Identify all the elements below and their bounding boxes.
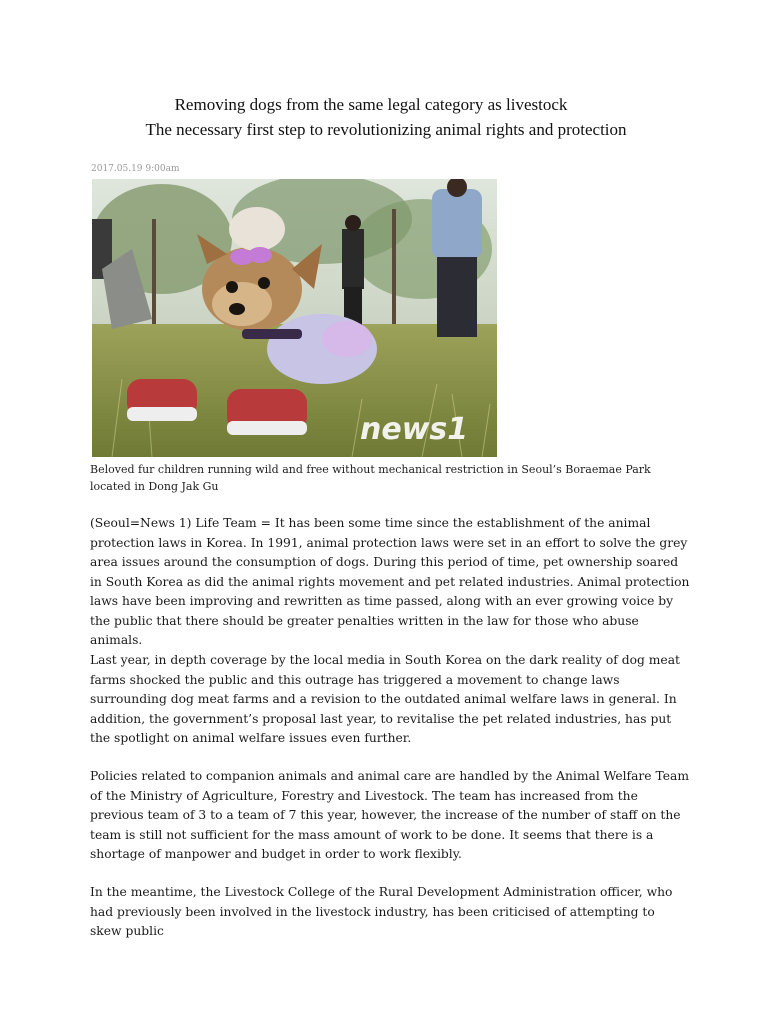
article-dateline: 2017.05.19 9:00am <box>91 164 180 174</box>
photo-caption: Beloved fur children running wild and free without mechanical restriction in Seoul’s Boraemae Park located in Dong Jak Gu <box>90 463 651 493</box>
article-paragraph-1: (Seoul=News 1) Life Team = It has been some time since the establishment of the animal protection laws in Korea. In 1991, animal protection laws were set in an effort to solve the grey area issues around the consumption of dogs. During this period of time, pet ownership soared in South Korea as did the animal rights movement and pet related industries. Animal protection laws have been improving and rewritten as time passed, along with an ever growing voice by the public that there should be greater penalties written in the law for those who abuse animals. <box>90 516 690 647</box>
photo-watermark: news1 <box>360 412 469 447</box>
article-photo <box>92 179 497 457</box>
dog-photo-icon <box>92 179 497 457</box>
article-paragraph-3: Policies related to companion animals and animal care are handled by the Animal Welfare Team of the Ministry of Agriculture, Forestry and Livestock. The team has increased from the previous team of 3 to a team of 7 this year, however, the increase of the number of staff on the team is still not sufficient for the mass amount of work to be done. It seems that there is a shortage of manpower and budget in order to work flexibly. <box>90 769 690 861</box>
article-paragraph-2: Last year, in depth coverage by the local media in South Korea on the dark reality of dog meat farms shocked the public and this outrage has triggered a movement to change laws surrounding dog meat farms and a revision to the outdated animal welfare laws in general. In addition, the government’s proposal last year, to revitalise the pet related industries, has put the spotlight on animal welfare issues even further. <box>90 653 680 745</box>
article-title-line-2: The necessary first step to revolutionizing animal rights and protection <box>145 120 627 139</box>
article-paragraph-4: In the meantime, the Livestock College of the Rural Development Administration officer, who had previously been involved in the livestock industry, has been criticised of attempting to skew public <box>90 885 673 938</box>
article-title-line-1: Removing dogs from the same legal category as livestock <box>174 95 568 114</box>
